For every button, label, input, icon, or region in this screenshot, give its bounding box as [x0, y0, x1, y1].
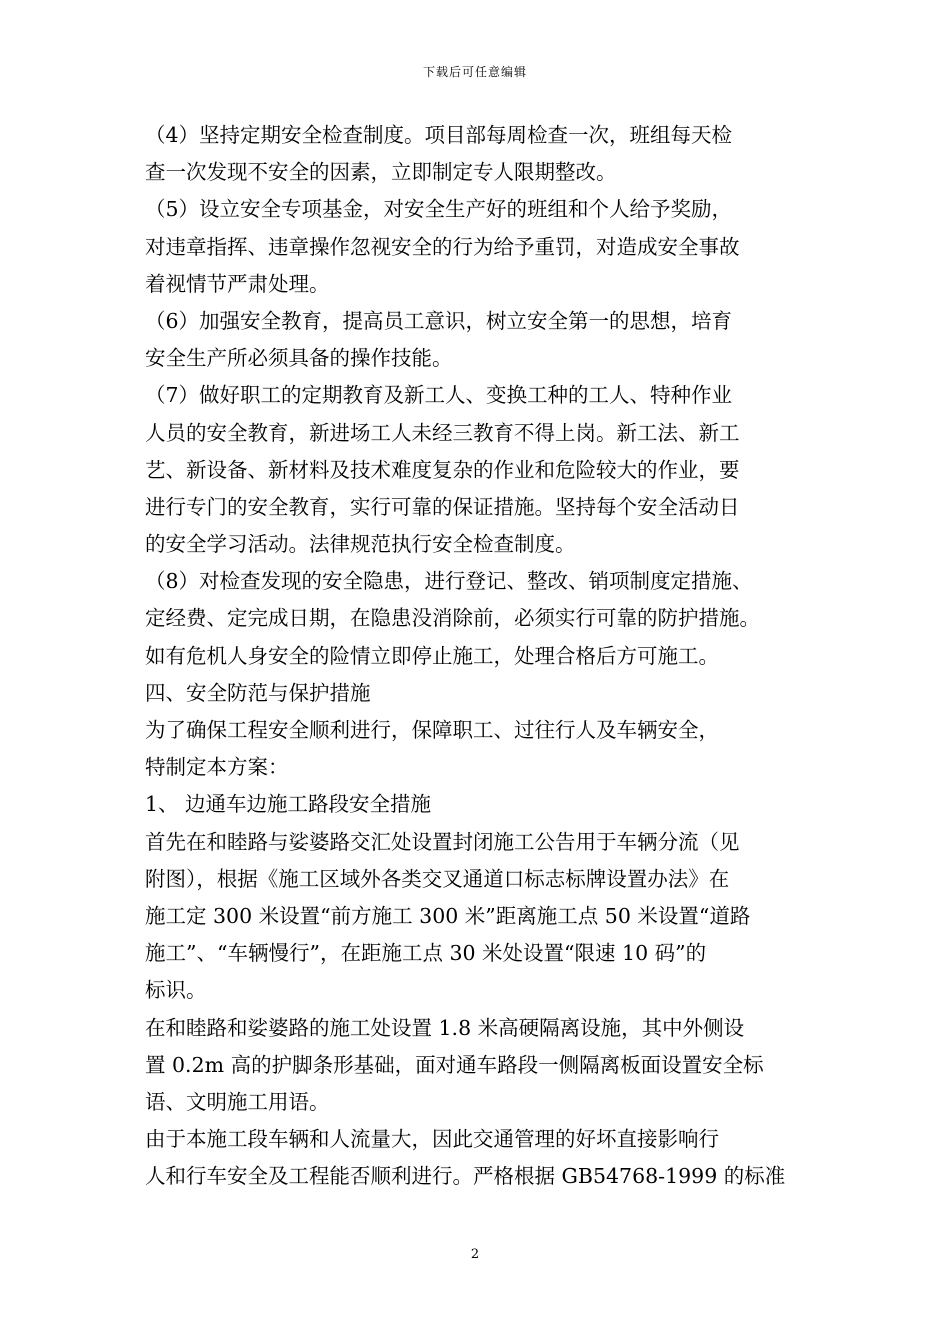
text-line: 人员的安全教育，新进场工人未经三教育不得上岗。新工法、新工: [145, 420, 740, 445]
text-line: 定经费、定完成日期，在隐患没消除前，必须实行可靠的防护措施。: [145, 606, 760, 631]
text-line: 对违章指挥、违章操作忽视安全的行为给予重罚，对造成安全事故: [145, 234, 740, 259]
text-line: 特制定本方案：: [145, 755, 289, 780]
text-line: （5）设立安全专项基金，对安全生产好的班组和个人给予奖励，: [145, 197, 733, 222]
text-line: 1、 边通车边施工路段安全措施: [145, 792, 432, 817]
text-line: 为了确保工程安全顺利进行，保障职工、过往行人及车辆安全，: [145, 718, 719, 742]
text-line: 在和睦路和娑婆路的施工处设置 1.8 米高硬隔离设施，其中外侧设: [145, 1015, 745, 1040]
text-line: 由于本施工段车辆和人流量大，因此交通管理的好坏直接影响行: [145, 1127, 719, 1152]
document-body: [145, 117, 835, 1195]
text-line: 着视情节严肃处理。: [145, 271, 330, 296]
text-line: 进行专门的安全教育，实行可靠的保证措施。坚持每个安全活动日: [145, 494, 740, 519]
text-line: 首先在和睦路与娑婆路交汇处设置封闭施工公告用于车辆分流（见: [145, 829, 740, 854]
text-line: 施工定 300 米设置“前方施工 300 米”距离施工点 50 米设置“道路: [145, 903, 751, 928]
page-header: 下载后可任意编辑: [422, 65, 527, 79]
text-line: 人和行车安全及工程能否顺利进行。严格根据 GB54768-1999 的标准: [145, 1164, 786, 1189]
text-line: （7）做好职工的定期教育及新工人、变换工种的工人、特种作业: [145, 383, 733, 408]
text-line: 施工”、“车辆慢行”，在距施工点 30 米处设置“限速 10 码”的: [145, 941, 707, 966]
text-line: 语、文明施工用语。: [145, 1089, 330, 1114]
text-line: 的安全学习活动。法律规范执行安全检查制度。: [145, 532, 576, 557]
text-line: （4）坚持定期安全检查制度。项目部每周检查一次，班组每天检: [145, 123, 733, 147]
text-line: 安全生产所必须具备的操作技能。: [145, 346, 453, 371]
text-line: 四、安全防范与保护措施: [145, 680, 371, 705]
text-line: 如有危机人身安全的险情立即停止施工，处理合格后方可施工。: [145, 643, 719, 668]
text-line: （8）对检查发现的安全隐患，进行登记、整改、销项制度定措施、: [145, 569, 753, 594]
text-line: 查一次发现不安全的因素，立即制定专人限期整改。: [145, 160, 617, 185]
text-line: 附图），根据《施工区域外各类交叉通道口标志标牌设置办法》在: [145, 866, 730, 891]
text-line: 标识。: [145, 978, 207, 1003]
text-line: （6）加强安全教育，提高员工意识，树立安全第一的思想，培育: [145, 308, 733, 333]
page-number: 2: [470, 1247, 480, 1262]
text-line: 艺、新设备、新材料及技术难度复杂的作业和危险较大的作业，要: [145, 457, 740, 482]
text-line: 置 0.2m 高的护脚条形基础，面对通车路段一侧隔离板面设置安全标: [145, 1052, 764, 1077]
